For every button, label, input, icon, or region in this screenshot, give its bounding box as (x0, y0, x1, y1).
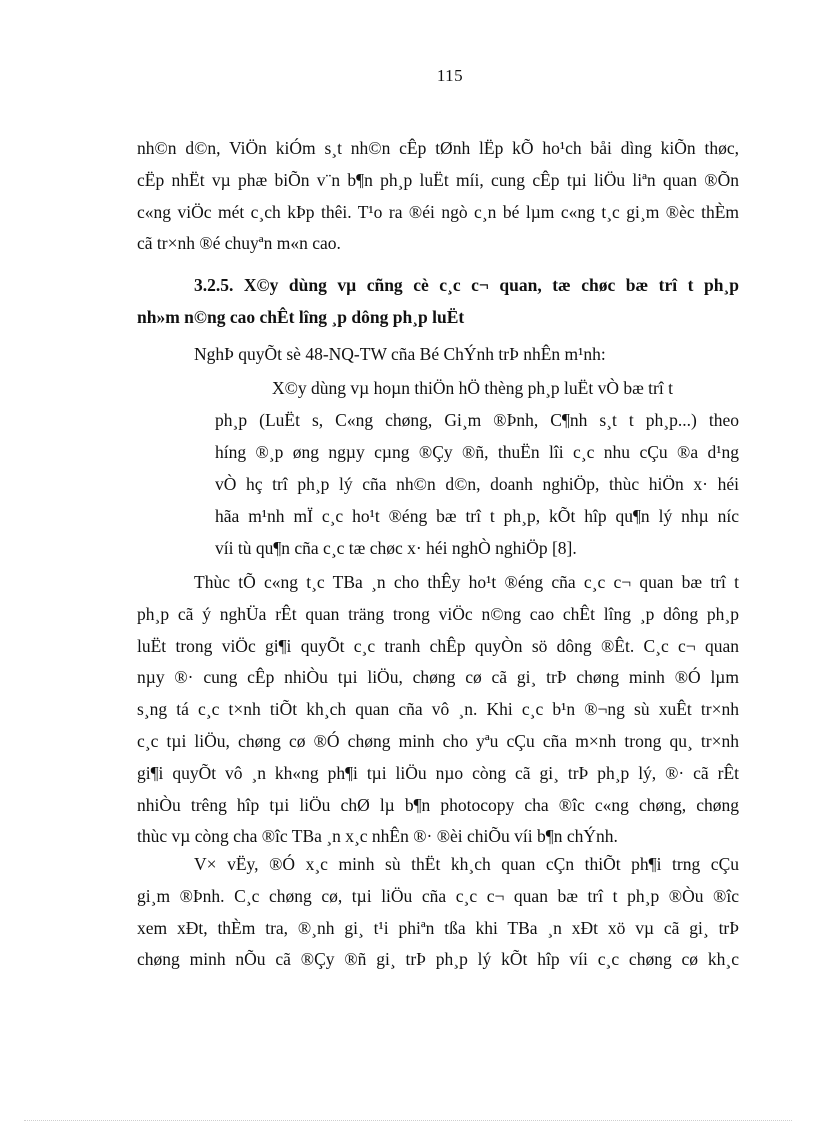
page-number: 115 (436, 66, 464, 85)
paragraph-line: c«ng viÖc mét c¸ch kÞp thêi. T¹o ra ®éi ngò c¸n bé lµm c«ng t¸c gi¸m ®èc thÈm (137, 201, 739, 222)
paragraph-line: nh©n d©n, ViÖn kiÓm s¸t nh©n cÊp tØnh lËp kÕ ho¹ch båi dìng kiÕn thøc, (137, 138, 739, 158)
paragraph-line: luËt trong viÖc gi¶i quyÕt c¸c tranh chÊp quyÒn sö dông ®Êt. C¸c c¬ quan (137, 635, 739, 656)
paragraph-1 (137, 133, 739, 260)
paragraph-line: cËp nhËt vµ phæ biÕn v¨n b¶n ph¸p luËt míi, cung cÊp tµi liÖu liªn quan ®Õn (137, 169, 739, 190)
paragraph-line: xem xÐt, thÈm tra, ®¸nh gi¸ t¹i phiªn tßa khi TBa ¸n xÐt xö vµ cã gi¸ trÞ (137, 917, 739, 938)
paragraph-line: V× vËy, ®Ó x¸c minh sù thËt kh¸ch quan cÇn thiÕt ph¶i trng cÇu (194, 854, 739, 874)
quote-line: ph¸p (LuËt s, C«ng chøng, Gi¸m ®Þnh, C¶nh s¸t t ph¸p...) theo (215, 410, 739, 430)
paragraph-line: cã tr×nh ®é chuyªn m«n cao. (137, 233, 341, 254)
paragraph-line: thùc vµ còng cha ®îc TBa ¸n x¸c nhÊn ®· ®èi chiÕu víi b¶n chÝnh. (137, 826, 618, 847)
quote-intro: NghÞ quyÕt sè 48-NQ-TW cña Bé ChÝnh trÞ nhÊn m¹nh: (194, 344, 606, 364)
paragraph-line: ph¸p cã ý nghÜa rÊt quan träng trong viÖc n©ng cao chÊt lîng ¸p dông ph¸p (137, 603, 739, 624)
paragraph-line: nµy ®· cung cÊp nhiÒu tµi liÖu, chøng cø cã gi¸ trÞ chøng minh ®Ó lµm (137, 667, 739, 688)
paragraph-2 (137, 567, 739, 853)
quote-line: víi tù qu¶n cña c¸c tæ chøc x· héi nghÒ nghiÖp [8]. (215, 538, 577, 558)
paragraph-line: s¸ng tá c¸c t×nh tiÕt kh¸ch quan cña vô ¸n. Khi c¸c b¹n ®¬ng sù xuÊt tr×nh (137, 699, 739, 720)
paragraph-line: gi¸m ®Þnh. C¸c chøng cø, tµi liÖu cña c¸c c¬ quan bæ trî t ph¸p ®Òu ®îc (137, 885, 739, 906)
quote-line: X©y dùng vµ hoµn thiÖn hÖ thèng ph¸p luËt vÒ bæ trî t (272, 378, 673, 398)
section-heading (137, 270, 739, 334)
paragraph-line: Thùc tÕ c«ng t¸c TBa ¸n cho thÊy ho¹t ®éng cña c¸c c¬ quan bæ trî t (194, 572, 739, 592)
quote-line: híng ®¸p øng ngµy cµng ®Çy ®ñ, thuËn lîi c¸c nhu cÇu ®a d¹ng (215, 442, 739, 462)
paragraph-3 (137, 849, 739, 976)
paragraph-line: c¸c tµi liÖu, chøng cø ®Ó chøng minh cho yªu cÇu cña m×nh trong qu¸ tr×nh (137, 730, 739, 751)
paragraph-line: nhiÒu trêng hîp tµi liÖu chØ lµ b¶n photocopy cha ®îc c«ng chøng, chøng (137, 794, 739, 815)
quote-line: vÒ hç trî ph¸p lý cña nh©n d©n, doanh nghiÖp, thùc hiÖn x· héi (215, 474, 739, 494)
heading-line: 3.2.5. X©y dùng vµ cñng cè c¸c c¬ quan, tæ chøc bæ trî t ph¸p (194, 275, 739, 295)
heading-line: nh»m n©ng cao chÊt lîng ¸p dông ph¸p luËt (137, 306, 465, 327)
quote-line: hãa m¹nh mÏ c¸c ho¹t ®éng bæ trî t ph¸p, kÕt hîp qu¶n lý nhµ níc (215, 506, 739, 526)
block-quote (215, 372, 739, 564)
paragraph-line: gi¶i quyÕt vô ¸n kh«ng ph¶i tµi liÖu nµo còng cã gi¸ trÞ ph¸p lý, ®· cã rÊt (137, 762, 739, 783)
paragraph-line: chøng minh nÕu cã ®Çy ®ñ gi¸ trÞ ph¸p lý kÕt hîp víi c¸c chøng cø kh¸c (137, 949, 739, 970)
page-bottom-divider (24, 1120, 792, 1121)
